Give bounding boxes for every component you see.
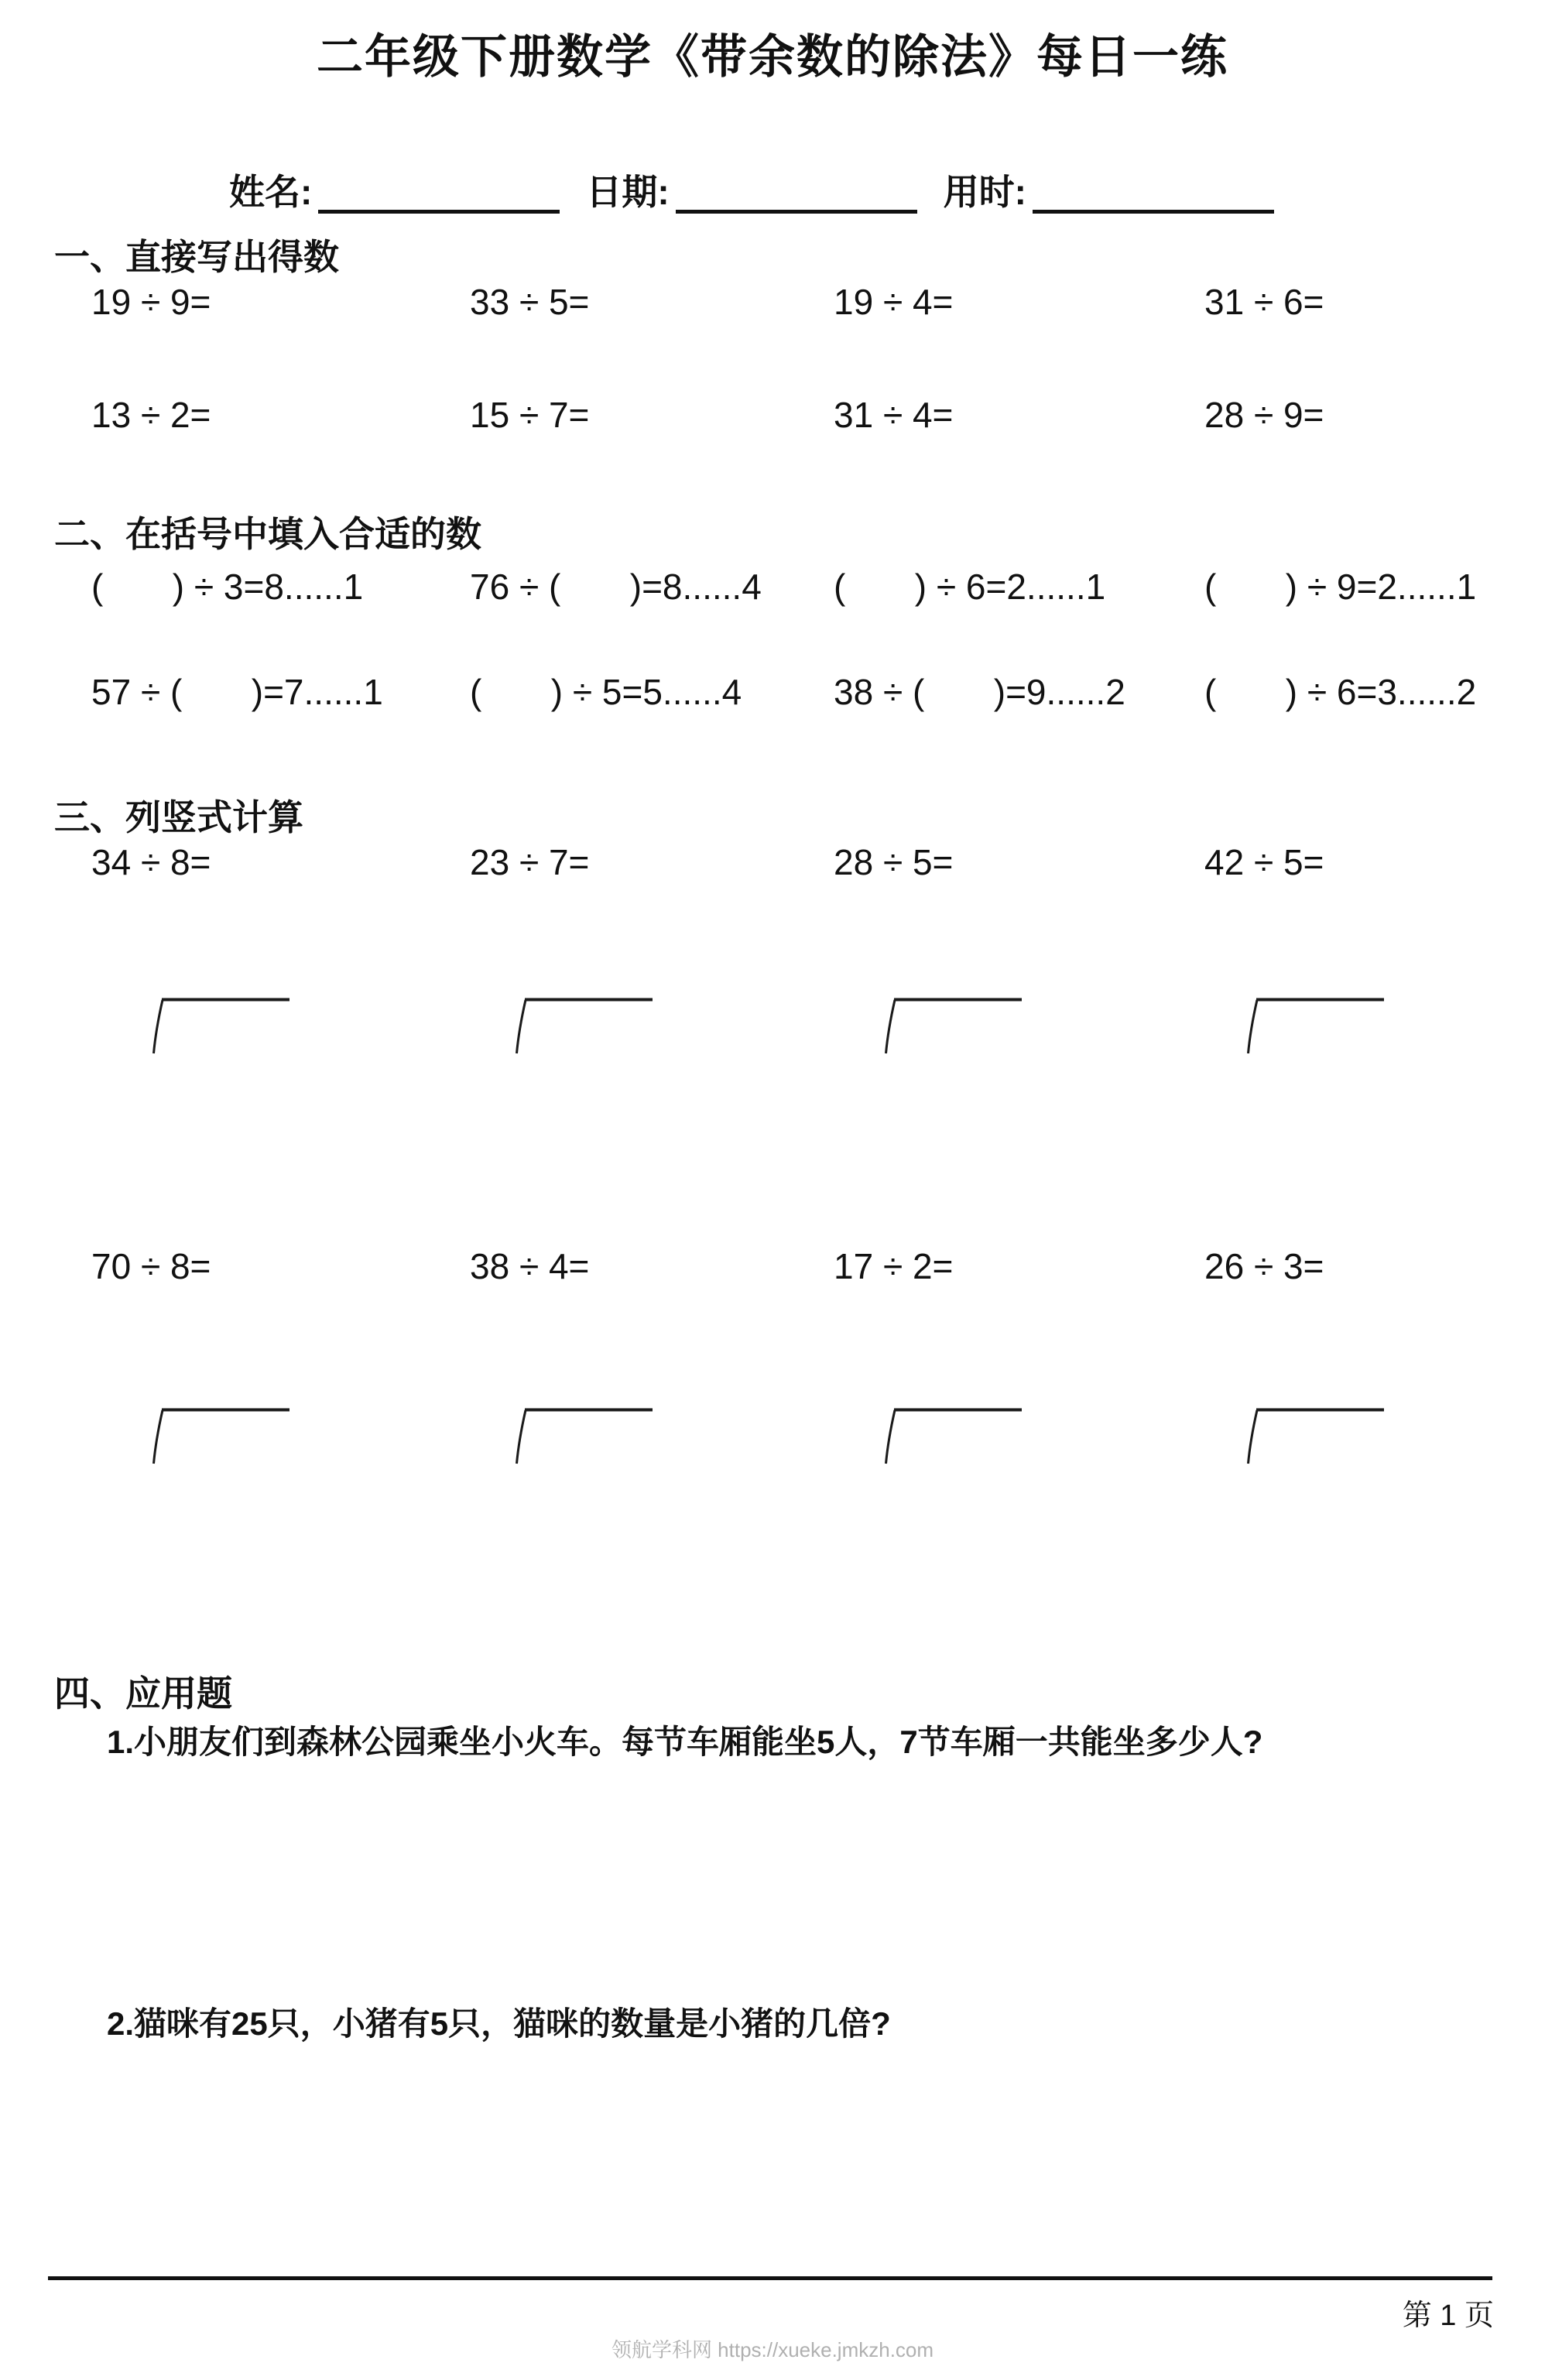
section-4-heading: 四、应用题 <box>54 1673 232 1714</box>
math-problem: 23 ÷ 7= <box>470 842 590 882</box>
math-problem: ( ) ÷ 9=2......1 <box>1204 567 1477 607</box>
math-problem: 31 ÷ 6= <box>1204 282 1324 322</box>
section-2-row-1 <box>91 567 1530 608</box>
section-1-row-1 <box>91 282 1530 323</box>
math-problem: 19 ÷ 9= <box>91 282 211 322</box>
section-3-row-1 <box>91 842 1530 883</box>
math-problem: 76 ÷ ( )=8......4 <box>470 567 762 607</box>
name-blank-line <box>318 206 560 214</box>
math-problem: ( ) ÷ 5=5......4 <box>470 672 742 712</box>
long-division-bracket <box>150 1407 291 1466</box>
math-problem: 34 ÷ 8= <box>91 842 211 882</box>
page-number: 第 1 页 <box>1402 2300 1494 2332</box>
long-division-brackets-row-2 <box>150 1407 1530 1466</box>
math-problem: 28 ÷ 5= <box>834 842 954 882</box>
long-division-bracket <box>150 997 291 1056</box>
time-blank-line <box>1033 206 1274 214</box>
math-problem: 26 ÷ 3= <box>1204 1246 1324 1286</box>
math-problem: 15 ÷ 7= <box>470 395 590 435</box>
math-problem: 19 ÷ 4= <box>834 282 954 322</box>
math-problem: ( ) ÷ 3=8......1 <box>91 567 364 607</box>
math-problem: 57 ÷ ( )=7......1 <box>91 672 383 712</box>
section-1-heading: 一、直接写出得数 <box>54 237 339 277</box>
word-problem-2: 2.猫咪有25只，小猪有5只，猫咪的数量是小猪的几倍? <box>107 2005 891 2042</box>
footer-divider <box>48 2276 1492 2280</box>
math-problem: 42 ÷ 5= <box>1204 842 1324 882</box>
long-division-bracket <box>882 997 1023 1056</box>
section-2-heading: 二、在括号中填入合适的数 <box>54 514 481 554</box>
long-division-brackets-row-1 <box>150 997 1530 1056</box>
math-problem: 28 ÷ 9= <box>1204 395 1324 435</box>
long-division-bracket <box>1245 1407 1386 1466</box>
math-problem: 33 ÷ 5= <box>470 282 590 322</box>
math-problem: 38 ÷ 4= <box>470 1246 590 1286</box>
math-problem: 38 ÷ ( )=9......2 <box>834 672 1125 712</box>
name-label: 姓名: <box>229 172 313 212</box>
math-problem: 17 ÷ 2= <box>834 1246 954 1286</box>
long-division-bracket <box>882 1407 1023 1466</box>
section-3-row-2 <box>91 1246 1530 1287</box>
math-problem: 13 ÷ 2= <box>91 395 211 435</box>
math-problem: 70 ÷ 8= <box>91 1246 211 1286</box>
date-blank-line <box>676 206 917 214</box>
math-problem: ( ) ÷ 6=3......2 <box>1204 672 1477 712</box>
math-problem: ( ) ÷ 6=2......1 <box>834 567 1106 607</box>
math-problem: 31 ÷ 4= <box>834 395 954 435</box>
student-info-line <box>229 164 1274 215</box>
long-division-bracket <box>513 1407 654 1466</box>
date-label: 日期: <box>586 172 670 212</box>
watermark-text: 领航学科网 https://xueke.jmkzh.com <box>611 2338 934 2361</box>
long-division-bracket <box>513 997 654 1056</box>
section-2-row-2 <box>91 672 1530 713</box>
long-division-bracket <box>1245 997 1386 1056</box>
worksheet-title: 二年级下册数学《带余数的除法》每日一练 <box>317 31 1228 83</box>
time-label: 用时: <box>943 172 1026 212</box>
section-3-heading: 三、列竖式计算 <box>54 797 303 837</box>
word-problem-1: 1.小朋友们到森林公园乘坐小火车。每节车厢能坐5人，7节车厢一共能坐多少人? <box>107 1724 1263 1760</box>
section-1-row-2 <box>91 395 1530 436</box>
